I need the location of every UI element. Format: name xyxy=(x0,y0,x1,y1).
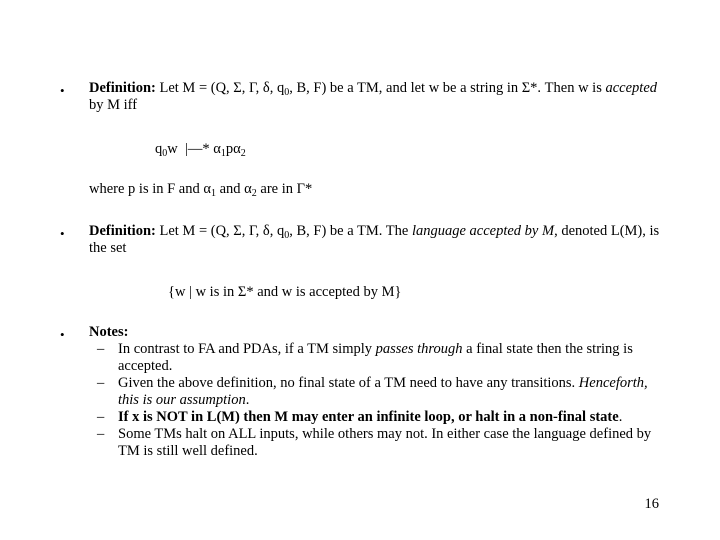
bullet-1: • xyxy=(60,83,65,98)
note-item-3: – If x is NOT in L(M) then M may enter an infinite loop, or halt in a non-final state. xyxy=(97,409,623,425)
bullet-2: • xyxy=(60,226,65,241)
note-item-4: – Some TMs halt on ALL inputs, while others may not. In either case the language defined by TM is still well defined. xyxy=(97,426,652,459)
definition-1: Definition: Let M = (Q, Σ, Γ, δ, $q_0$, B, F) be a TM, and let w be a string in Σ*. Then w is accepted by M iff xyxy=(89,80,658,113)
language-term: language accepted by M xyxy=(411,223,555,239)
language-set: {w | w is in Σ* and w is accepted by M} xyxy=(168,284,402,300)
bullet-3: • xyxy=(60,327,65,342)
notes-list xyxy=(89,341,664,460)
definition-2-label: Definition: xyxy=(89,223,156,239)
where-clause: where p is in F and $\alpha_1$ and $\alpha_2$ are in Γ* xyxy=(89,181,313,199)
derivation-formula: $q_0w$ |—* $\alpha_1p\alpha_2$ xyxy=(155,141,246,159)
notes-section xyxy=(89,324,664,460)
definition-2: Definition: Let M = (Q, Σ, Γ, δ, $q_0$, B, F) be a TM. The language accepted by M, denoted L(M), is the set xyxy=(89,223,660,256)
accepted-term: accepted xyxy=(605,80,658,96)
notes-label: Notes: xyxy=(89,324,129,340)
note-item-1: – In contrast to FA and PDAs, if a TM simply passes through a final state then the string is accepted. xyxy=(97,341,633,374)
page-number: 16 xyxy=(644,496,659,512)
note-item-2: – Given the above definition, no final state of a TM need to have any transitions. Henceforth, this is our assumption. xyxy=(97,375,648,408)
definition-1-label: Definition: xyxy=(89,80,156,96)
